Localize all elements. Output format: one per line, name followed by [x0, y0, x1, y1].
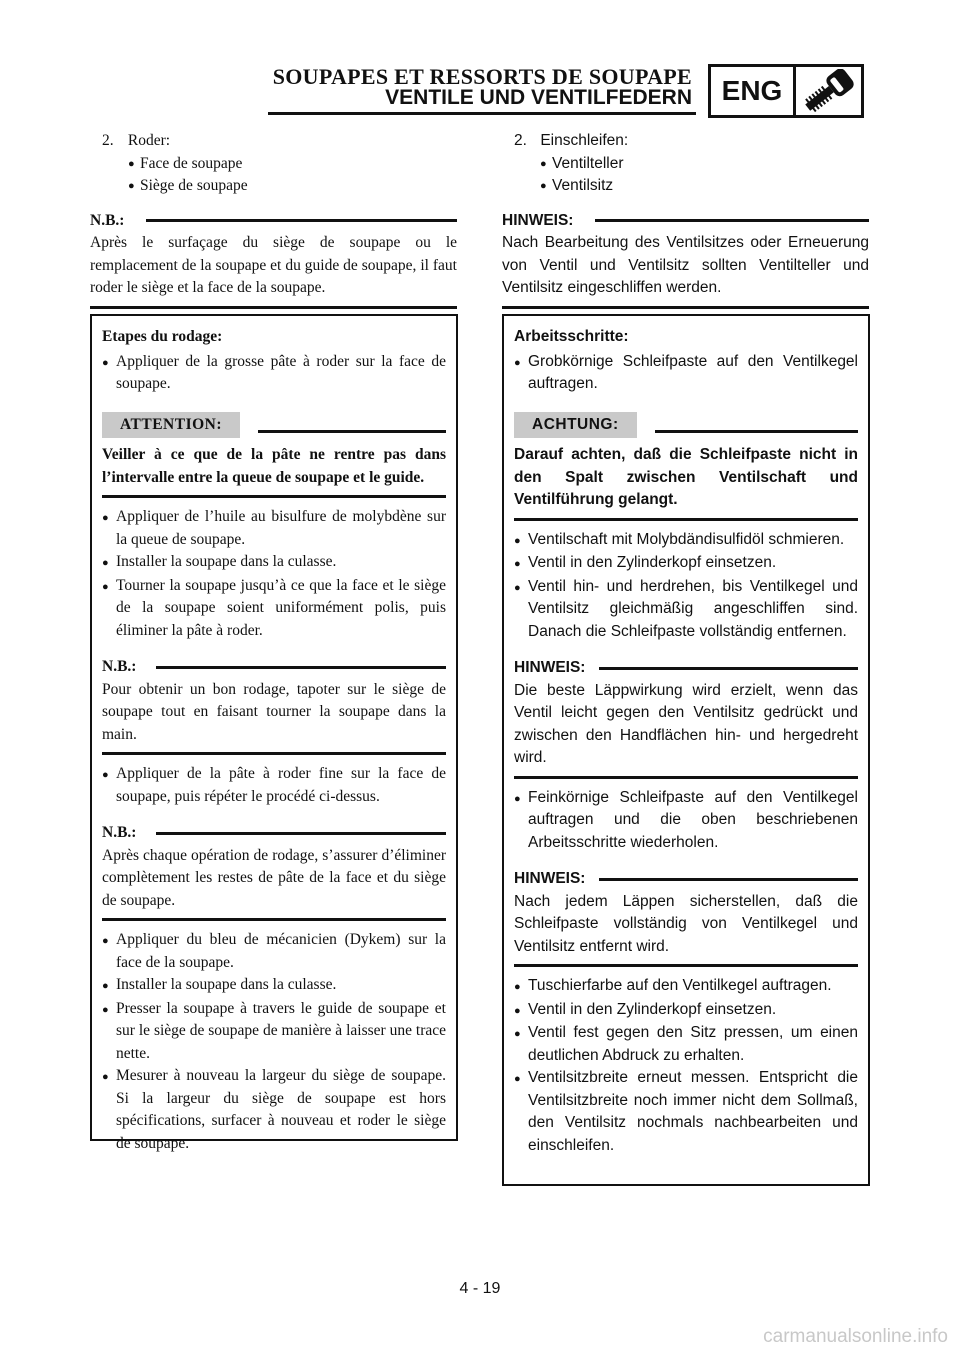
fr-procedure-box [90, 314, 458, 1152]
page-number: 4 - 19 [459, 1280, 501, 1297]
header-rule [268, 112, 696, 115]
list-item: ● Ventilsitzbreite erneut messen. Entspricht die Ventilsitzbreite noch immer nicht dem Sollmaß, den Ventilsitz nochmals nachbearbeiten und einschleifen. [514, 1069, 858, 1154]
divider [514, 518, 858, 521]
divider [514, 964, 858, 967]
list-item: ● Ventilsitz [540, 177, 614, 194]
list-item: ● Presser la soupape à travers le guide de soupape et sur le siège de soupape de manière à laisser une trace nette. [102, 999, 446, 1062]
fr-note2-text: Après chaque opération de rodage, s’assurer d’éliminer complètement les restes de pâte de la face et du siège de soupape. [102, 846, 446, 909]
lang-badge: ENG [711, 67, 796, 115]
list-item: ● Grobkörnige Schleifpaste auf den Ventilkegel auftragen. [514, 352, 858, 392]
section-badge [708, 64, 864, 118]
de-note2-heading: HINWEIS: [514, 868, 858, 891]
caution-tag: ACHTUNG: [514, 412, 637, 439]
list-item: ● Ventilschaft mit Molybdändisulfidöl schmieren. [514, 530, 845, 548]
list-item: ● Tuschierfarbe auf den Ventilkegel auftragen. [514, 977, 832, 994]
list-item: ● Installer la soupape dans la culasse. [102, 976, 337, 993]
list-item: ● Siège de soupape [128, 177, 248, 194]
de-note2-text: Nach jedem Läppen sicherstellen, daß die Schleifpaste vollständig von Ventilkegel und Ventilsitz entfernt wird. [514, 892, 858, 955]
de-step: 2. Einschleifen: [514, 132, 629, 149]
list-item: ● Ventil in den Zylinderkopf einsetzen. [514, 1000, 777, 1018]
list-item: ● Appliquer de la pâte à roder fine sur la face de soupape, puis répéter le procédé ci-dessus. [102, 765, 446, 805]
fr-note-heading: N.B.: [90, 210, 457, 233]
list-item: ● Mesurer à nouveau la largeur du siège de soupape. Si la largeur du siège de soupape est hors spécifications, surfacer à nouveau et roder le siège de soupape. [102, 1067, 446, 1152]
de-note-text: Nach Bearbeitung des Ventilsitzes oder Erneuerung von Ventil und Ventilsitz sollten Ventilteller und Ventilsitz eingeschliffen werden. [502, 234, 869, 296]
de-caution-heading [514, 412, 858, 439]
fr-caution-text: Veiller à ce que de la pâte ne rentre pas dans l’intervalle entre la queue de soupape et le guide. [102, 446, 446, 486]
list-item: ● Feinkörnige Schleifpaste auf den Ventilkegel auftragen und die oben beschriebenen Arbeitsschritte wiederholen. [514, 788, 858, 851]
list-item: ● Appliquer du bleu de mécanicien (Dykem) sur la face de la soupape. [102, 931, 446, 971]
divider [502, 306, 869, 309]
de-note1-text: Die beste Läppwirkung wird erzielt, wenn das Ventil leicht gegen den Ventilsitz gedrückt und zwischen den Handflächen hin- und hergedreht wird. [514, 681, 858, 766]
de-box-title: Arbeitsschritte: [514, 328, 629, 345]
divider [102, 495, 446, 498]
list-item: ● Ventilteller [540, 154, 624, 172]
engine-valve-icon [796, 67, 861, 115]
caution-tag: ATTENTION: [102, 412, 240, 439]
de-note1-heading: HINWEIS: [514, 657, 858, 680]
watermark: carmanualsonline.info [763, 1326, 948, 1347]
de-caution-text: Darauf achten, daß die Schleifpaste nicht in den Spalt zwischen Ventilschaft und Ventilführung gelangt. [514, 446, 858, 508]
fr-note2-heading: N.B.: [102, 822, 446, 845]
divider [514, 776, 858, 779]
fr-note1-heading: N.B.: [102, 656, 446, 679]
page-title-fr: SOUPAPES ET RESSORTS DE SOUPAPE [272, 64, 692, 89]
list-item: ● Appliquer de l’huile au bisulfure de molybdène sur la queue de soupape. [102, 508, 446, 548]
list-item: ● Tourner la soupape jusqu’à ce que la face et le siège de la soupape soient uniformément polis, puis éliminer la pâte à roder. [102, 576, 446, 639]
de-procedure-box [502, 314, 870, 1186]
list-item: ● Ventil in den Zylinderkopf einsetzen. [514, 554, 777, 571]
fr-note1-text: Pour obtenir un bon rodage, tapoter sur le siège de soupape tout en faisant tourner la soupape dans la main. [102, 680, 446, 743]
list-item: ● Installer la soupape dans la culasse. [102, 553, 337, 570]
fr-intro [90, 130, 457, 309]
divider [102, 752, 446, 755]
list-item: ● Ventil fest gegen den Sitz pressen, um einen deutlichen Abdruck zu erhalten. [514, 1024, 858, 1064]
fr-box-title: Etapes du rodage: [102, 328, 223, 345]
fr-note-text: Après le surfaçage du siège de soupape ou le remplacement de la soupape et du guide de soupape, il faut roder le siège et la face de la soupape. [90, 234, 457, 296]
divider [102, 918, 446, 921]
de-note-heading: HINWEIS: [502, 210, 869, 233]
list-item: ● Face de soupape [128, 154, 243, 172]
fr-step: 2. Roder: [102, 132, 171, 149]
fr-caution-heading [102, 412, 446, 439]
list-item: ● Appliquer de la grosse pâte à roder sur la face de soupape. [102, 352, 446, 392]
divider [90, 306, 457, 309]
page-title-de: VENTILE UND VENTILFEDERN [385, 86, 692, 109]
list-item: ● Ventil hin- und herdrehen, bis Ventilkegel und Ventilsitz gleichmäßig angeschliffen sind. Danach die Schleifpaste vollständig entfernen. [514, 577, 858, 640]
de-intro [502, 130, 869, 309]
